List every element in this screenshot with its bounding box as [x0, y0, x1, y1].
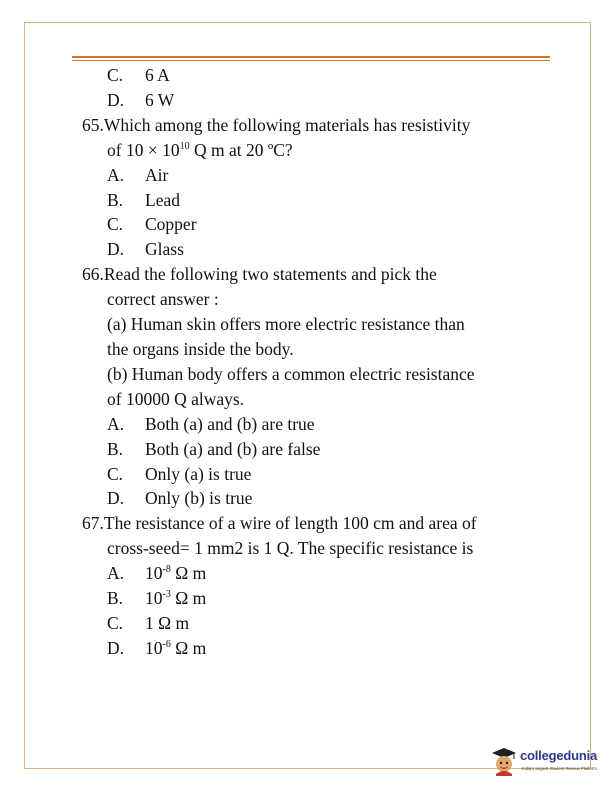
- q67-option-c: C. 1 Ω m: [107, 612, 190, 633]
- q67-stem-line2: cross-seed= 1 mm2 is 1 Q. The specific resistance is: [107, 538, 474, 559]
- q66-stem-line1: 66.Read the following two statements and pick the: [82, 264, 437, 285]
- q66-option-a: A. Both (a) and (b) are true: [107, 413, 315, 434]
- q66-statement-a-line1: (a) Human skin offers more electric resistance than: [107, 314, 465, 335]
- q65-option-b: B. Lead: [107, 189, 180, 210]
- header-rule-thin: [72, 60, 550, 61]
- q65-option-d: D. Glass: [107, 239, 184, 260]
- q66-option-c: C. Only (a) is true: [107, 463, 252, 484]
- q65-stem-line1: 65.Which among the following materials has resistivity: [82, 114, 471, 135]
- q64-option-c: C. 6 A: [107, 65, 170, 85]
- q65-stem-line2: of $10 \times 10^{10}$ Q m at 20 ºC?: [107, 139, 293, 160]
- brand-tagline: India's largest Student Review Platform: [522, 766, 597, 771]
- q66-statement-b-line1: (b) Human body offers a common electric resistance: [107, 363, 475, 384]
- q66-option-b: B. Both (a) and (b) are false: [107, 438, 321, 459]
- q67-option-b: B. $10^{-3}$ Ω m: [107, 588, 207, 609]
- q67-option-a: A. $10^{-8}$ Ω m: [107, 563, 207, 584]
- graduate-mascot-icon: [490, 746, 518, 776]
- q65-option-a: A. Air: [107, 164, 169, 185]
- q65-option-c: C. Copper: [107, 214, 197, 235]
- q65-number: 65.: [82, 114, 104, 135]
- q66-stem-line2: correct answer :: [107, 289, 219, 310]
- header-rule: [72, 56, 550, 58]
- q66-statement-b-line2: of 10000 Q always.: [107, 388, 245, 409]
- q66-option-d: D. Only (b) is true: [107, 488, 253, 509]
- brand-name: collegedunia: [520, 748, 598, 763]
- q67-number: 67.: [82, 513, 104, 534]
- footer-rule: [24, 768, 476, 769]
- q66-number: 66.: [82, 264, 104, 285]
- collegedunia-logo[interactable]: [490, 744, 606, 782]
- q67-stem-line1: 67.The resistance of a wire of length 100 cm and area of: [82, 513, 477, 534]
- q66-statement-a-line2: the organs inside the body.: [107, 338, 294, 359]
- q64-option-d: D. 6 W: [107, 89, 175, 110]
- q67-option-d: D. $10^{-6}$ Ω m: [107, 637, 207, 658]
- question-content: [82, 63, 552, 661]
